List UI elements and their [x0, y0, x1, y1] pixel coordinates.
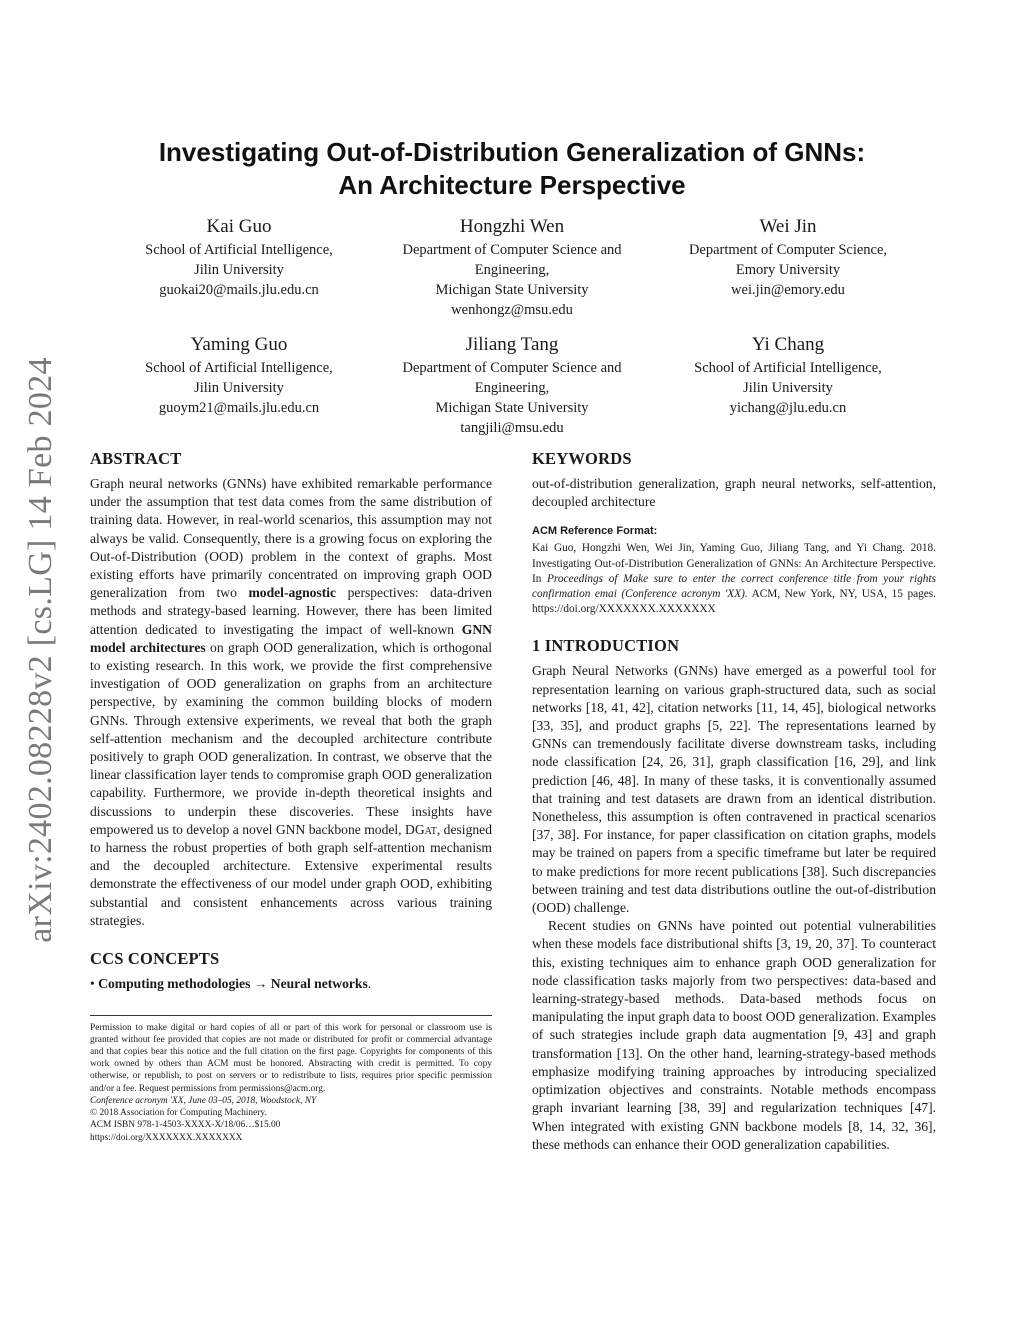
arxiv-identifier: arXiv:2402.08228v2 [cs.LG] 14 Feb 2024 — [22, 357, 59, 943]
ccs-bullet: • — [90, 976, 95, 992]
introduction-heading: 1 INTRODUCTION — [532, 636, 680, 656]
author-block — [94, 334, 384, 418]
author-affiliation: Department of Computer Science and — [402, 242, 622, 258]
author-affiliation: Michigan State University — [435, 282, 589, 298]
author-email: wei.jin@emory.edu — [731, 282, 845, 298]
keywords-text: out-of-distribution generalization, graph neural networks, self-attention, decoupled architecture — [532, 476, 936, 510]
author-block — [367, 334, 657, 438]
ccs-item: Computing methodologies → Neural networks — [98, 976, 368, 992]
abstract-emphasis: model-agnostic — [248, 585, 337, 601]
doi-link[interactable]: https://doi.org/XXXXXXX.XXXXXXX — [90, 1132, 243, 1143]
author-affiliation: School of Artificial Intelligence, — [694, 360, 882, 376]
left-column — [90, 448, 492, 1144]
ccs-concepts — [90, 975, 492, 993]
author-name: Yi Chang — [751, 334, 825, 355]
abstract-text-part: Graph neural networks (GNNs) have exhibited remarkable performance under the assumption that test data comes from the same distribution of training data. However, in real-world scenarios, this assumption may not always be valid. Consequently, there is a growing focus on exploring the Out-of-Distribution (OOD) problem in the context of graphs. Most existing efforts have primarily concentrated on improving graph OOD generalization from two — [90, 476, 492, 601]
conference-info: Conference acronym 'XX, June 03–05, 2018, Woodstock, NY — [90, 1095, 317, 1106]
author-name: Wei Jin — [759, 216, 817, 237]
author-block — [94, 216, 384, 300]
author-affiliation: Jilin University — [743, 380, 833, 396]
isbn: ACM ISBN 978-1-4503-XXXX-X/18/06…$15.00 — [90, 1120, 281, 1131]
author-name: Yaming Guo — [190, 334, 288, 355]
author-affiliation: Department of Computer Science, — [688, 242, 888, 258]
acm-reference-part: ACM, New York, NY, USA, 15 pages. https://doi.org/XXXXXXX.XXXXXXX — [532, 588, 936, 616]
model-name: DGat — [405, 821, 437, 837]
author-email: guoym21@mails.jlu.edu.cn — [158, 400, 320, 416]
title-line-1: Investigating Out-of-Distribution Generalization of GNNs: — [158, 137, 866, 167]
intro-paragraph-2: Recent studies on GNNs have pointed out potential vulnerabilities when these models face distributional shifts [3, 19, 20, 37]. To counteract this, existing techniques aim to enhance graph OOD generalization for node classification tasks majorly from two perspectives: data-based and learning-strategy-based methods. Data-based methods focus on manipulating the input graph data to boost OOD generalization. Examples of such strategies include graph data augmentation [9, 43] and graph transformation [13]. On the other hand, learning-strategy-based methods emphasize modifying training approaches by introducing specialized optimization objectives and constraints. Notable methods encompass graph invariant learning [38, 39] and regularization techniques [47]. When integrated with existing GNN backbone models [8, 14, 32, 36], these methods can enhance their OOD generalization capabilities. — [532, 918, 936, 1152]
paper-title — [90, 136, 934, 202]
author-block — [643, 334, 933, 418]
author-affiliation: Jilin University — [194, 380, 284, 396]
ccs-end: . — [367, 976, 372, 992]
keywords-heading: KEYWORDS — [532, 449, 632, 468]
author-email: wenhongz@msu.edu — [451, 302, 573, 318]
author-affiliation: Emory University — [735, 262, 841, 278]
author-email: guokai20@mails.jlu.edu.cn — [159, 282, 319, 298]
author-email: tangjili@msu.edu — [460, 420, 564, 436]
acm-reference-part: Kai Guo, Hongzhi Wen, Wei Jin, Yaming Guo, Jiliang Tang, and Yi Chang. 2018. Investigating Out-of-Distribution Generalization of GNNs: An Architecture Perspective. In — [532, 542, 936, 585]
acm-reference-text — [532, 541, 936, 617]
author-affiliation: Department of Computer Science and — [402, 360, 622, 376]
author-affiliation: School of Artificial Intelligence, — [145, 360, 333, 376]
acm-reference-venue: Proceedings of Make sure to enter the correct conference title from your rights confirmation emai (Conference acronym 'XX). — [532, 572, 936, 601]
author-affiliation: Jilin University — [194, 262, 284, 278]
author-affiliation: Engineering, — [474, 380, 550, 396]
abstract-text-part: , designed to harness the robust properties of both graph self-attention mechanism and the decoupled architecture. Extensive experimental results demonstrate the effectiveness of our model under graph OOD, exhibiting substantial and consistent enhancements across various training strategies. — [90, 821, 492, 928]
copyright-notice: © 2018 Association for Computing Machinery. — [90, 1107, 267, 1118]
ccs-heading: CCS CONCEPTS — [90, 949, 220, 969]
title-line-2: An Architecture Perspective — [338, 170, 686, 200]
author-block — [367, 216, 657, 320]
abstract-text-part: on graph OOD generalization, which is orthogonal to existing research. In this work, we provide the first comprehensive investigation of OOD generalization on graphs from an architecture perspective, by examining the common building blocks of modern GNNs. Through extensive experiments, we reveal that both the graph self-attention mechanism and the decoupled architecture contribute positively to graph OOD generalization. In contrast, we observe that the linear classification layer tends to compromise graph OOD generalization capability. Furthermore, we provide in-depth theoretical insights and discussions to underpin these discoveries. These insights have empowered us to develop a novel GNN backbone model, — [90, 639, 492, 837]
abstract-emphasis: GNN model architectures — [90, 621, 492, 655]
author-name: Jiliang Tang — [465, 334, 559, 355]
abstract-text — [90, 475, 492, 930]
permission-notice: Permission to make digital or hard copies of all or part of this work for personal or classroom use is granted without fee provided that copies are not made or distributed for profit or commercial advantage and that copies bear this notice and the full citation on the first page. Copyrights for components of this work owned by others than ACM must be honored. Abstracting with credit is permitted. To copy otherwise, or republish, to post on servers or to redistribute to lists, requires prior specific permission and/or a fee. Request permissions from permissions@acm.org. — [90, 1023, 492, 1094]
abstract-text-part: perspectives: data-driven methods and strategy-based learning. However, there has been limited attention dedicated to investigating the impact of well-known — [90, 585, 493, 637]
author-email: yichang@jlu.edu.cn — [729, 400, 847, 416]
abstract-heading: ABSTRACT — [90, 449, 182, 468]
right-column — [532, 448, 936, 1154]
footnote-divider — [90, 1015, 492, 1016]
author-affiliation: Michigan State University — [435, 400, 589, 416]
author-affiliation: School of Artificial Intelligence, — [145, 242, 333, 258]
author-affiliation: Engineering, — [474, 262, 550, 278]
author-name: Kai Guo — [206, 216, 272, 237]
author-block — [643, 216, 933, 300]
intro-paragraph-1: Graph Neural Networks (GNNs) have emerged as a powerful tool for representation learning on various graph-structured data, such as social networks [18, 41, 42], citation networks [11, 14, 45], biological networks [33, 35], and product graphs [5, 22]. The representations learned by GNNs can tremendously facilitate diverse downstream tasks, including node classification [24, 26, 31], graph classification [16, 29], and link prediction [46, 48]. In many of these tasks, it is conventionally assumed that training and test datasets are drawn from an identical distribution. Nonetheless, this assumption is often contravened in practical scenarios [37, 38]. For instance, for paper classification on citation graphs, models may be trained on papers from a specific timeframe but later be required to make predictions for more recent publications [38]. Such discrepancies between training and test data distributions outline the out-of-distribution (OOD) challenge. — [532, 663, 936, 916]
acm-reference-heading: ACM Reference Format: — [532, 525, 658, 538]
arxiv-stamp — [8, 355, 74, 945]
author-name: Hongzhi Wen — [459, 216, 565, 237]
